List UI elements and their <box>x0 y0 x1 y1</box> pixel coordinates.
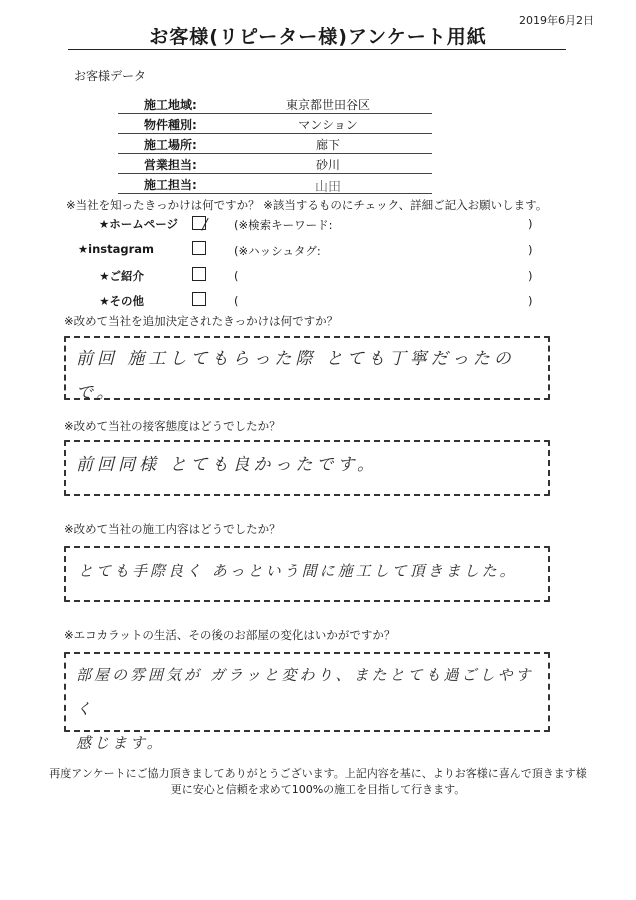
source-label-other: ★その他 <box>99 294 144 308</box>
source-question: ※当社を知ったきっかけは何ですか？ ※該当するものにチェック、詳細ご記入お願いします。 <box>66 198 548 212</box>
customer-row-value: 山田 <box>314 180 341 195</box>
answer-box[interactable] <box>64 440 550 496</box>
customer-row-value: 廊下 <box>315 138 340 152</box>
source-checkbox-homepage[interactable] <box>192 216 206 230</box>
customer-row-label: 施工地域: <box>144 98 197 112</box>
source-checkbox-referral[interactable] <box>192 267 206 281</box>
source-detail-close: ) <box>528 243 533 257</box>
source-detail-close: ) <box>528 217 533 231</box>
customer-data-heading: お客様データ <box>74 69 147 83</box>
source-detail: (※検索キーワード: <box>234 218 333 232</box>
answer-text: とても手際良く あっという間に施工して頂きました。 <box>78 562 518 580</box>
source-label-instagram: ★instagram <box>77 242 154 256</box>
source-label-homepage: ★ホームページ <box>98 217 178 231</box>
customer-row-value: 砂川 <box>315 158 340 172</box>
question-text: ※改めて当社の施工内容はどうでしたか？ <box>64 522 281 536</box>
source-detail-close: ) <box>528 269 533 283</box>
customer-row-area <box>118 93 432 114</box>
customer-row-label: 施工担当: <box>144 178 197 192</box>
question-text: ※エコカラットの生活、その後のお部屋の変化はいかがですか？ <box>64 628 396 642</box>
answer-box[interactable] <box>64 546 550 602</box>
footer-line-1: 再度アンケートにご協力頂きましてありがとうございます。上記内容を基に、よりお客様に喜んで頂きます様 <box>49 767 587 780</box>
question-text: ※改めて当社の接客態度はどうでしたか？ <box>64 419 281 433</box>
customer-row-value: マンション <box>298 118 358 132</box>
source-checkbox-other[interactable] <box>192 292 206 306</box>
source-detail: ( <box>234 294 239 308</box>
answer-text: 部屋の雰囲気が ガラッと変わり、またとても過ごしやすく 感じます。 <box>76 666 534 752</box>
answer-text: 前回同様 とても良かったです。 <box>76 455 379 475</box>
customer-row-label: 営業担当: <box>144 158 197 172</box>
customer-row-value: 東京都世田谷区 <box>285 98 370 112</box>
customer-row-label: 物件種別: <box>144 118 197 132</box>
customer-row-property-type <box>118 113 432 134</box>
answer-box[interactable] <box>64 336 550 403</box>
question-text: ※改めて当社を追加決定されたきっかけは何ですか？ <box>64 314 339 328</box>
source-detail: ( <box>234 269 239 283</box>
customer-row-location <box>118 133 432 154</box>
source-detail: (※ハッシュタグ: <box>234 244 321 258</box>
answer-text: 前回 施工してもらった際 とても丁寧だったので。 <box>76 349 515 403</box>
customer-row-label: 施工場所: <box>144 138 197 152</box>
customer-row-sales-rep <box>118 153 432 174</box>
customer-row-installer <box>118 173 432 194</box>
survey-date: 2019年6月2日 <box>519 14 594 27</box>
footer-line-2: 更に安心と信頼を求めて100%の施工を目指して行きます。 <box>170 783 466 796</box>
answer-box[interactable] <box>64 652 550 752</box>
title-divider <box>68 49 566 50</box>
source-detail-close: ) <box>528 294 533 308</box>
source-checkbox-instagram[interactable] <box>192 241 206 255</box>
page-title: お客様(リピーター様)アンケート用紙 <box>149 26 487 48</box>
source-label-referral: ★ご紹介 <box>99 269 144 283</box>
